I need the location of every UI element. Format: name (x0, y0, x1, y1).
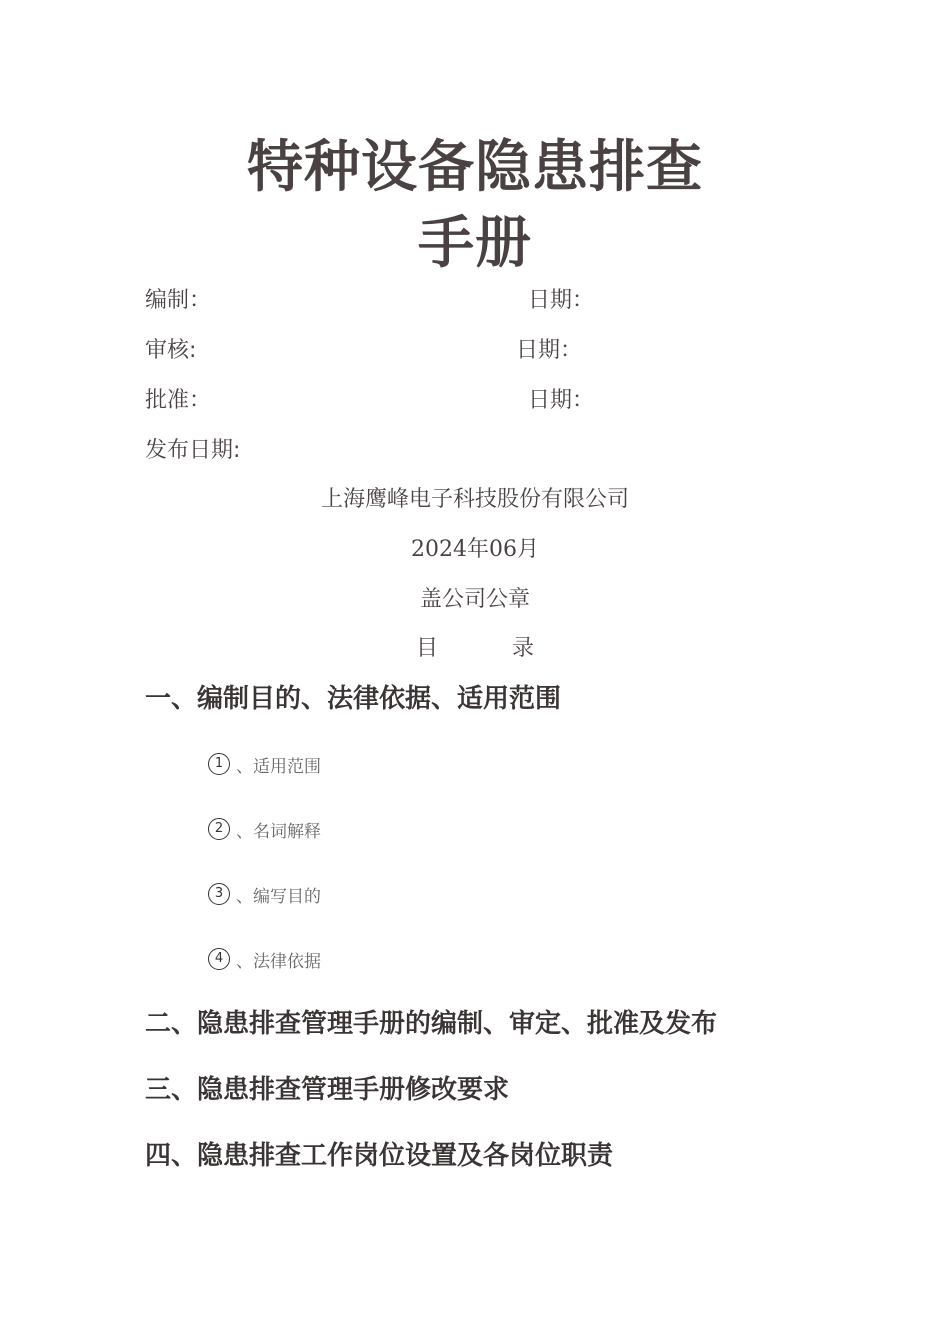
toc-section-1[interactable]: 一、编制目的、法律依据、适用范围 (145, 684, 562, 714)
circled-number-2: 2 (208, 818, 230, 840)
toc-subitem-label: 、编写目的 (236, 886, 321, 907)
company-name: 上海鹰峰电子科技股份有限公司 (320, 487, 629, 512)
toc-subitem-label: 、适用范围 (236, 756, 321, 777)
toc-section-3[interactable]: 三、隐患排查管理手册修改要求 (145, 1075, 510, 1105)
toc-subitem-label: 、名词解释 (236, 821, 321, 842)
compile-label: 编制： (145, 288, 212, 313)
toc-subitem-1[interactable] (208, 751, 321, 777)
toc-subitem-label: 、法律依据 (236, 951, 321, 972)
approve-date-label: 日期： (528, 388, 595, 413)
compile-date-label: 日期： (528, 288, 595, 313)
circled-number-4: 4 (208, 948, 230, 970)
toc-subitem-2[interactable] (208, 816, 321, 842)
publish-date-label: 发布日期: (145, 438, 241, 463)
toc-subitem-3[interactable] (208, 881, 321, 907)
document-title-line-1: 特种设备隐患排查 (247, 135, 703, 200)
toc-heading-left: 目 (416, 636, 439, 661)
document-title-line-2: 手册 (418, 211, 532, 276)
review-date-label: 日期： (516, 338, 583, 363)
toc-section-4[interactable]: 四、隐患排查工作岗位设置及各岗位职责 (145, 1141, 614, 1171)
circled-number-3: 3 (208, 883, 230, 905)
company-seal-note: 盖公司公章 (419, 587, 530, 612)
toc-heading-right: 录 (512, 636, 535, 661)
toc-section-2[interactable]: 二、隐患排查管理手册的编制、审定、批准及发布 (145, 1009, 718, 1039)
review-label: 审核: (145, 338, 197, 363)
toc-subitem-4[interactable] (208, 946, 321, 972)
document-date: 2024年06月 (411, 537, 539, 562)
circled-number-1: 1 (208, 753, 230, 775)
approve-label: 批准： (145, 388, 212, 413)
